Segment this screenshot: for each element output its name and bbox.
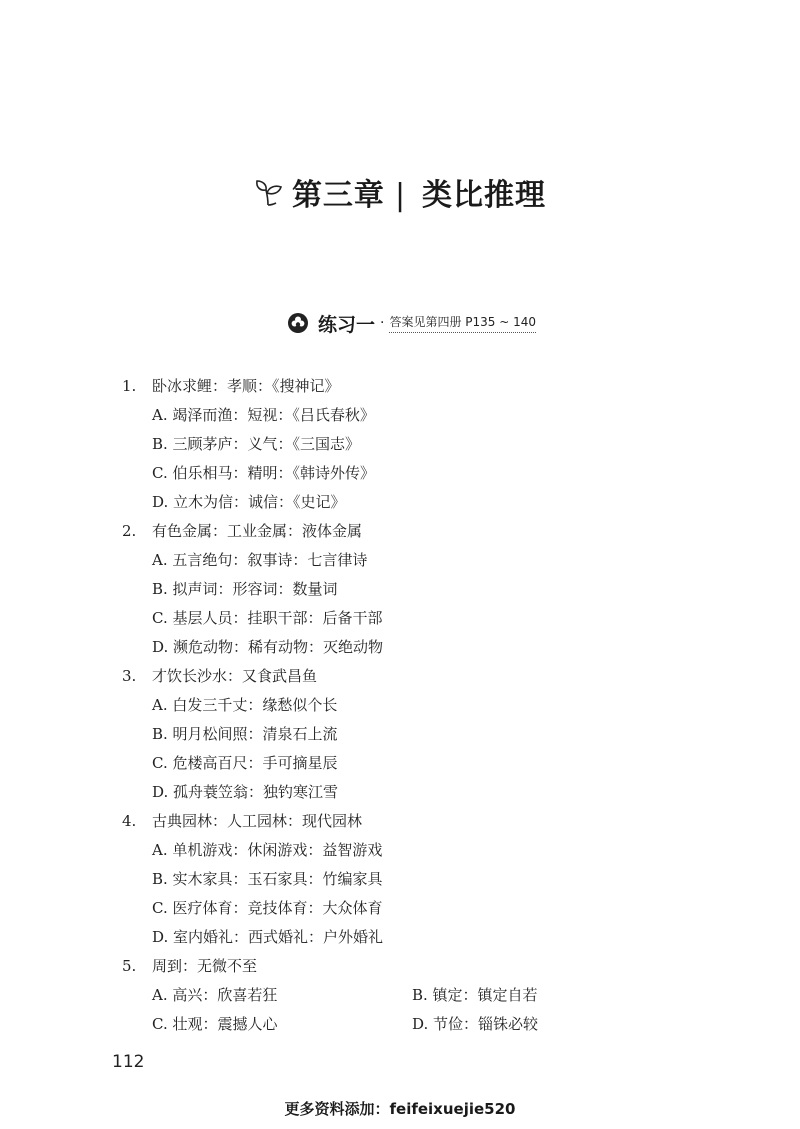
flower-icon: [288, 313, 308, 333]
question-stem: 周到：无微不至: [152, 957, 258, 975]
option-b: B. 拟声词：形容词：数量词: [152, 580, 338, 598]
question-list: [122, 372, 682, 1039]
sprout-icon: [254, 177, 284, 207]
option-d: D. 濒危动物：稀有动物：灭绝动物: [152, 638, 384, 656]
option-c: C. 壮观：震撼人心: [152, 1015, 278, 1033]
option-c: C. 危楼高百尺：手可摘星辰: [152, 754, 338, 772]
option-c: C. 基层人员：挂职干部：后备干部: [152, 609, 383, 627]
chapter-number: 第三章: [291, 178, 385, 213]
answer-reference: 答案见第四册 P135 ~ 140: [389, 313, 536, 333]
option-b: B. 镇定：镇定自若: [412, 986, 538, 1004]
title-separator: |: [394, 178, 407, 213]
option-b: B. 实木家具：玉石家具：竹编家具: [152, 870, 383, 888]
question-stem: 卧冰求鲤：孝顺：《搜神记》: [152, 377, 340, 395]
chapter-title: [0, 170, 800, 214]
option-a: A. 白发三千丈：缘愁似个长: [152, 696, 338, 714]
page-number: 112: [112, 1052, 145, 1072]
question-stem: 有色金属：工业金属：液体金属: [152, 522, 363, 540]
option-b: B. 三顾茅庐：义气：《三国志》: [152, 435, 361, 453]
option-c: C. 医疗体育：竞技体育：大众体育: [152, 899, 383, 917]
option-d: D. 节俭：锱铢必较: [412, 1015, 539, 1033]
question-stem: 古典园林：人工园林：现代园林: [152, 812, 363, 830]
question-number: 1.: [122, 377, 137, 395]
option-b: B. 明月松间照：清泉石上流: [152, 725, 338, 743]
question-number: 3.: [122, 667, 137, 685]
question-item: [122, 662, 682, 807]
exercise-title: 练习一: [318, 313, 376, 336]
question-number: 4.: [122, 812, 137, 830]
question-number: 5.: [122, 957, 137, 975]
question-item: [122, 517, 682, 662]
option-a: A. 高兴：欣喜若狂: [152, 986, 278, 1004]
option-a: A. 单机游戏：休闲游戏：益智游戏: [152, 841, 383, 859]
bullet-dot: ·: [380, 315, 385, 331]
option-d: D. 立木为信：诚信：《史记》: [152, 493, 346, 511]
option-a: A. 竭泽而渔：短视：《吕氏春秋》: [152, 406, 375, 424]
question-number: 2.: [122, 522, 137, 540]
question-item: [122, 807, 682, 952]
question-item: [122, 952, 682, 1039]
footer-note: 更多资料添加：feifeixuejie520: [284, 1100, 516, 1118]
question-item: [122, 372, 682, 517]
question-stem: 才饮长沙水：又食武昌鱼: [152, 667, 318, 685]
option-a: A. 五言绝句：叙事诗：七言律诗: [152, 551, 368, 569]
option-d: D. 室内婚礼：西式婚礼：户外婚礼: [152, 928, 384, 946]
exercise-header: [288, 308, 536, 338]
option-d: D. 孤舟蓑笠翁：独钓寒江雪: [152, 783, 339, 801]
chapter-subtitle: 类比推理: [422, 178, 547, 213]
option-c: C. 伯乐相马：精明：《韩诗外传》: [152, 464, 375, 482]
